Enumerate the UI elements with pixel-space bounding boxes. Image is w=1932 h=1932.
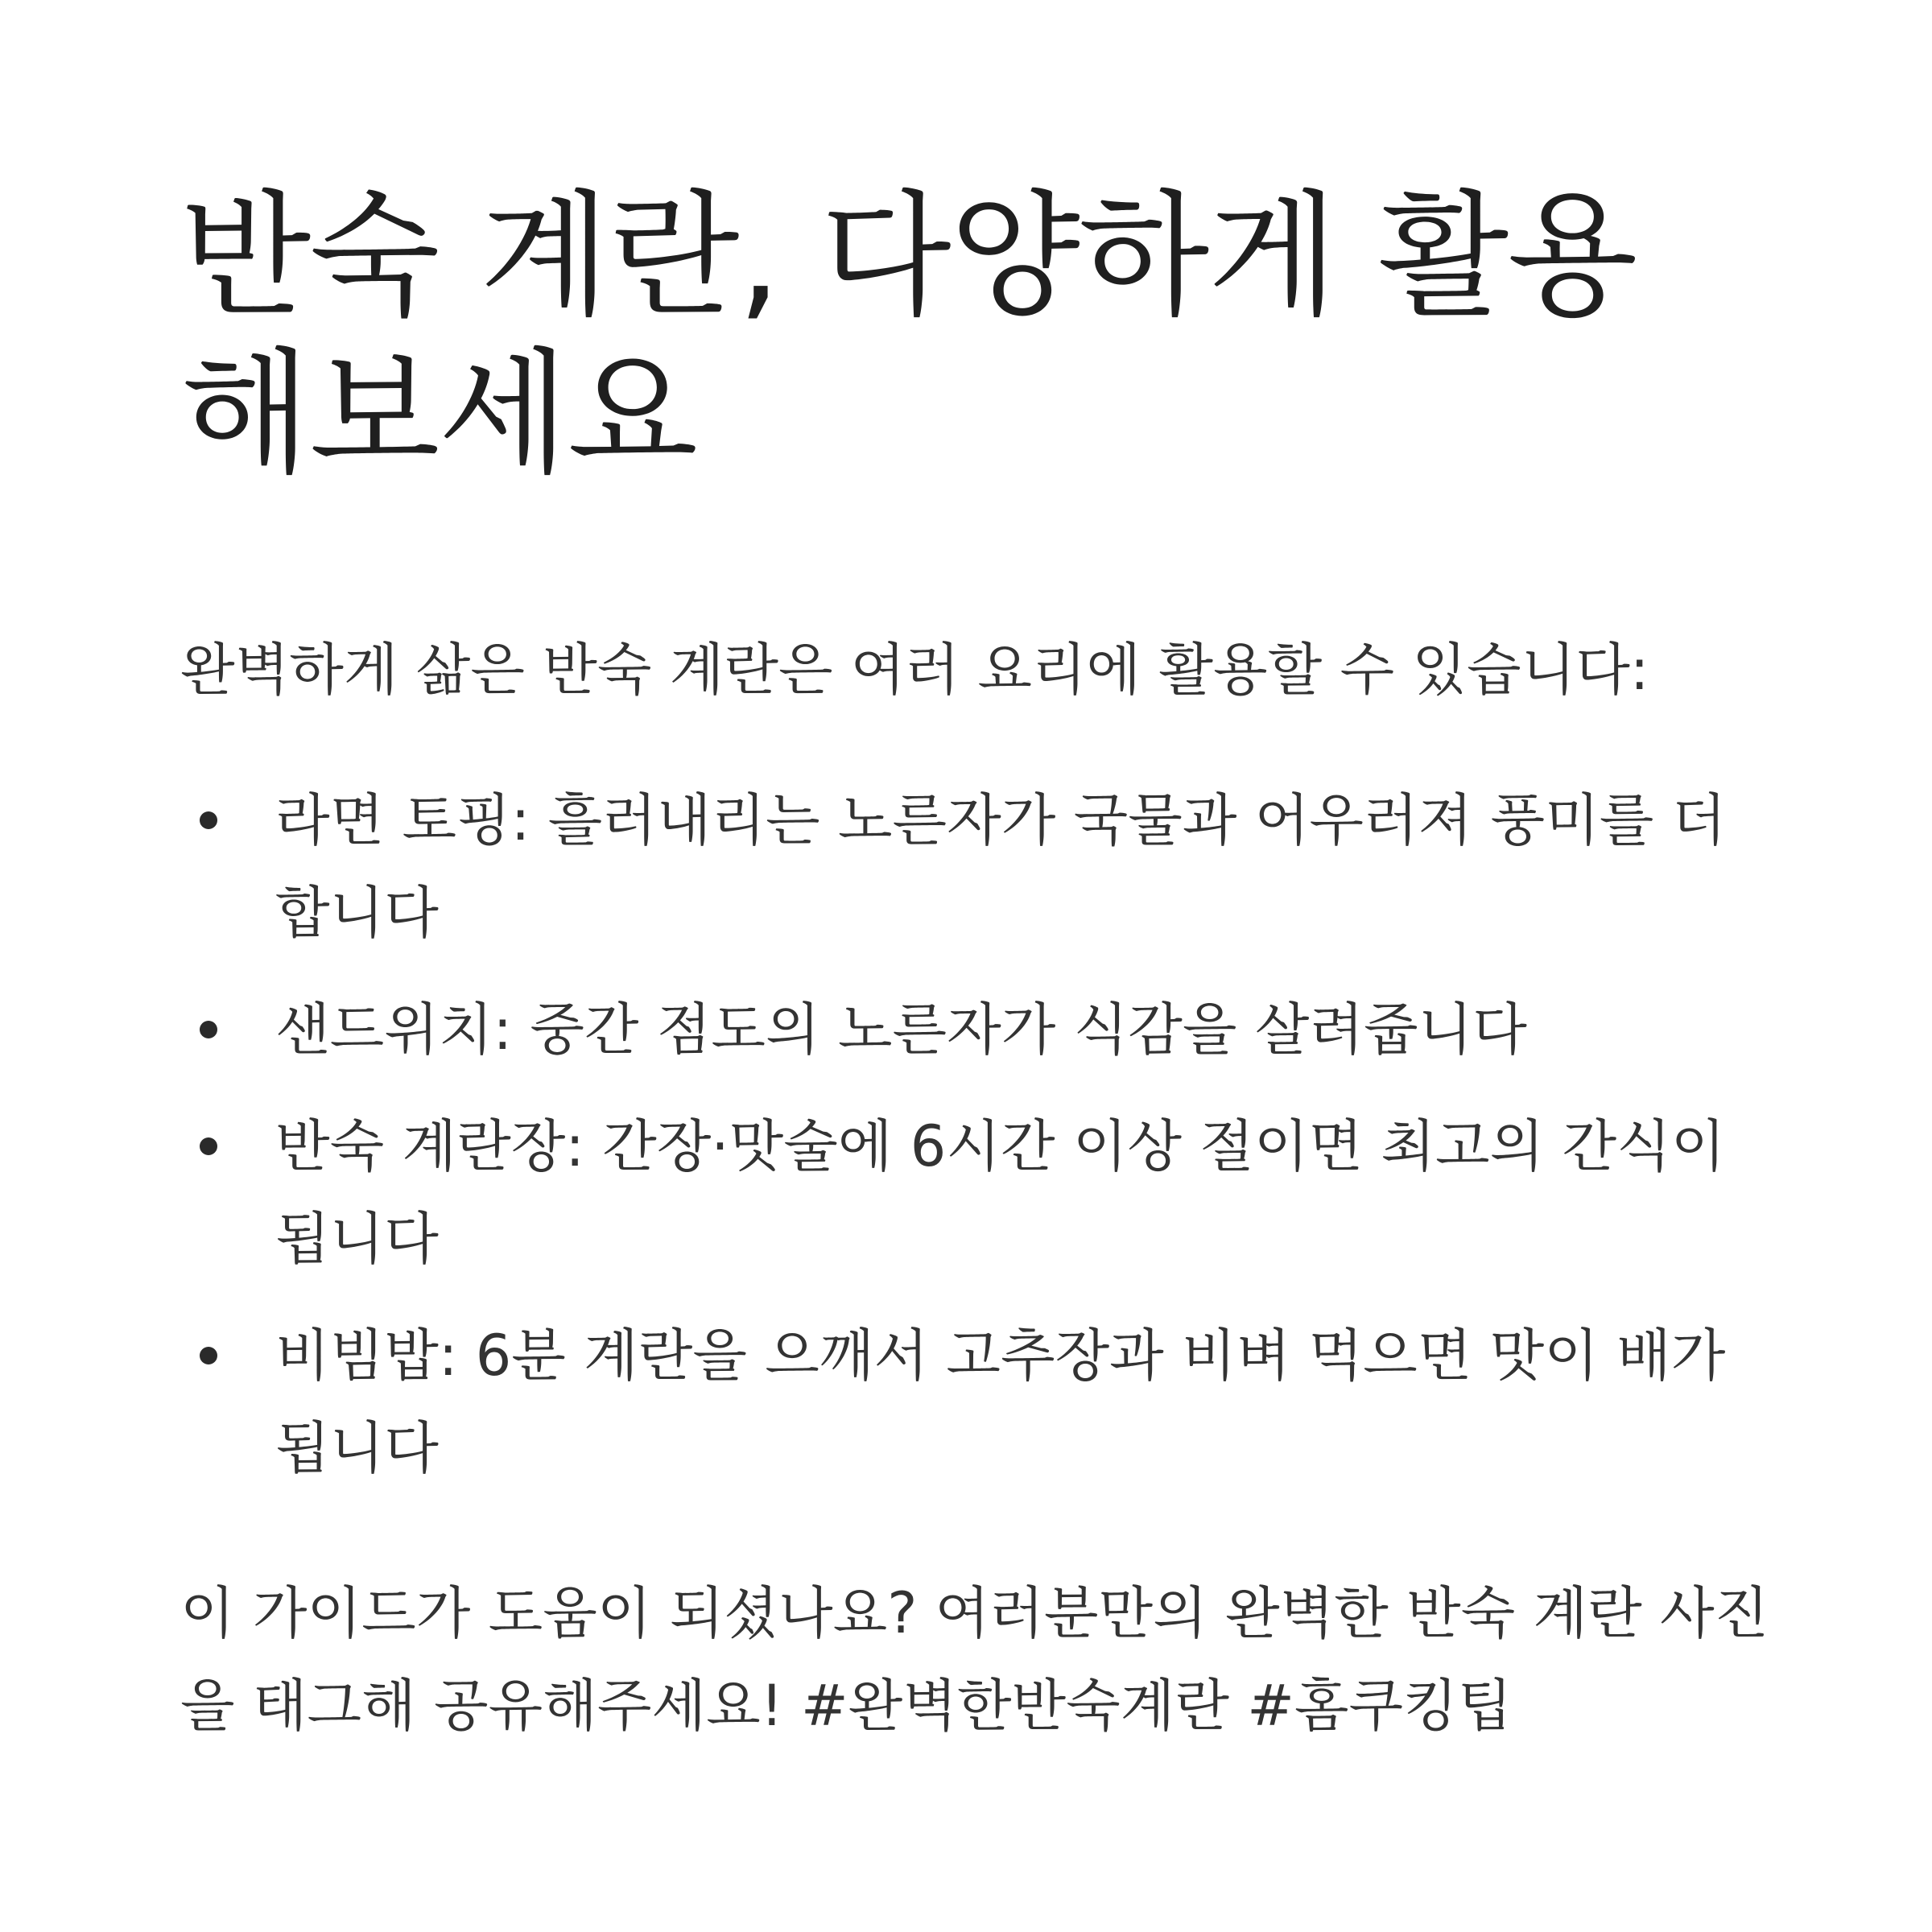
list-item	[180, 774, 1771, 960]
bullet-icon	[200, 1347, 217, 1364]
list-item-text: 비빔밥: 6분 계란을 으깨서 고추장과 비벼 먹으면 맛이 배가됩니다	[275, 1323, 1726, 1481]
closing-paragraph: 이 가이드가 도움이 되셨나요? 여러분만의 완벽한 반숙 계란 사진을 태그해 공유해주세요! #완벽한반숙계란 #홈쿠킹팁	[180, 1580, 1769, 1739]
list-item-text: 반숙 계란장: 간장·맛술에 6시간 이상 절이면 최고의 간식이 됩니다	[275, 1113, 1726, 1272]
list-item	[180, 1310, 1771, 1495]
article	[180, 177, 1771, 1752]
bullet-icon	[200, 1021, 217, 1038]
list-item	[180, 1100, 1771, 1286]
list-item	[180, 984, 1771, 1076]
list-item-text: 샌드위치: 중간 점도의 노른자가 식감을 살려줍니다	[275, 997, 1527, 1063]
bullet-icon	[200, 1137, 217, 1155]
page-title: 반숙 계란, 다양하게 활용해보세요	[180, 177, 1637, 493]
uses-list	[180, 774, 1771, 1495]
list-item-text: 라면 토핑: 흘러내리는 노른자가 국물과 어우러져 풍미를 더합니다	[275, 787, 1727, 946]
intro-paragraph: 완벽하게 삶은 반숙 계란은 여러 요리에 활용할 수 있습니다:	[180, 637, 1649, 703]
bullet-icon	[200, 811, 217, 829]
